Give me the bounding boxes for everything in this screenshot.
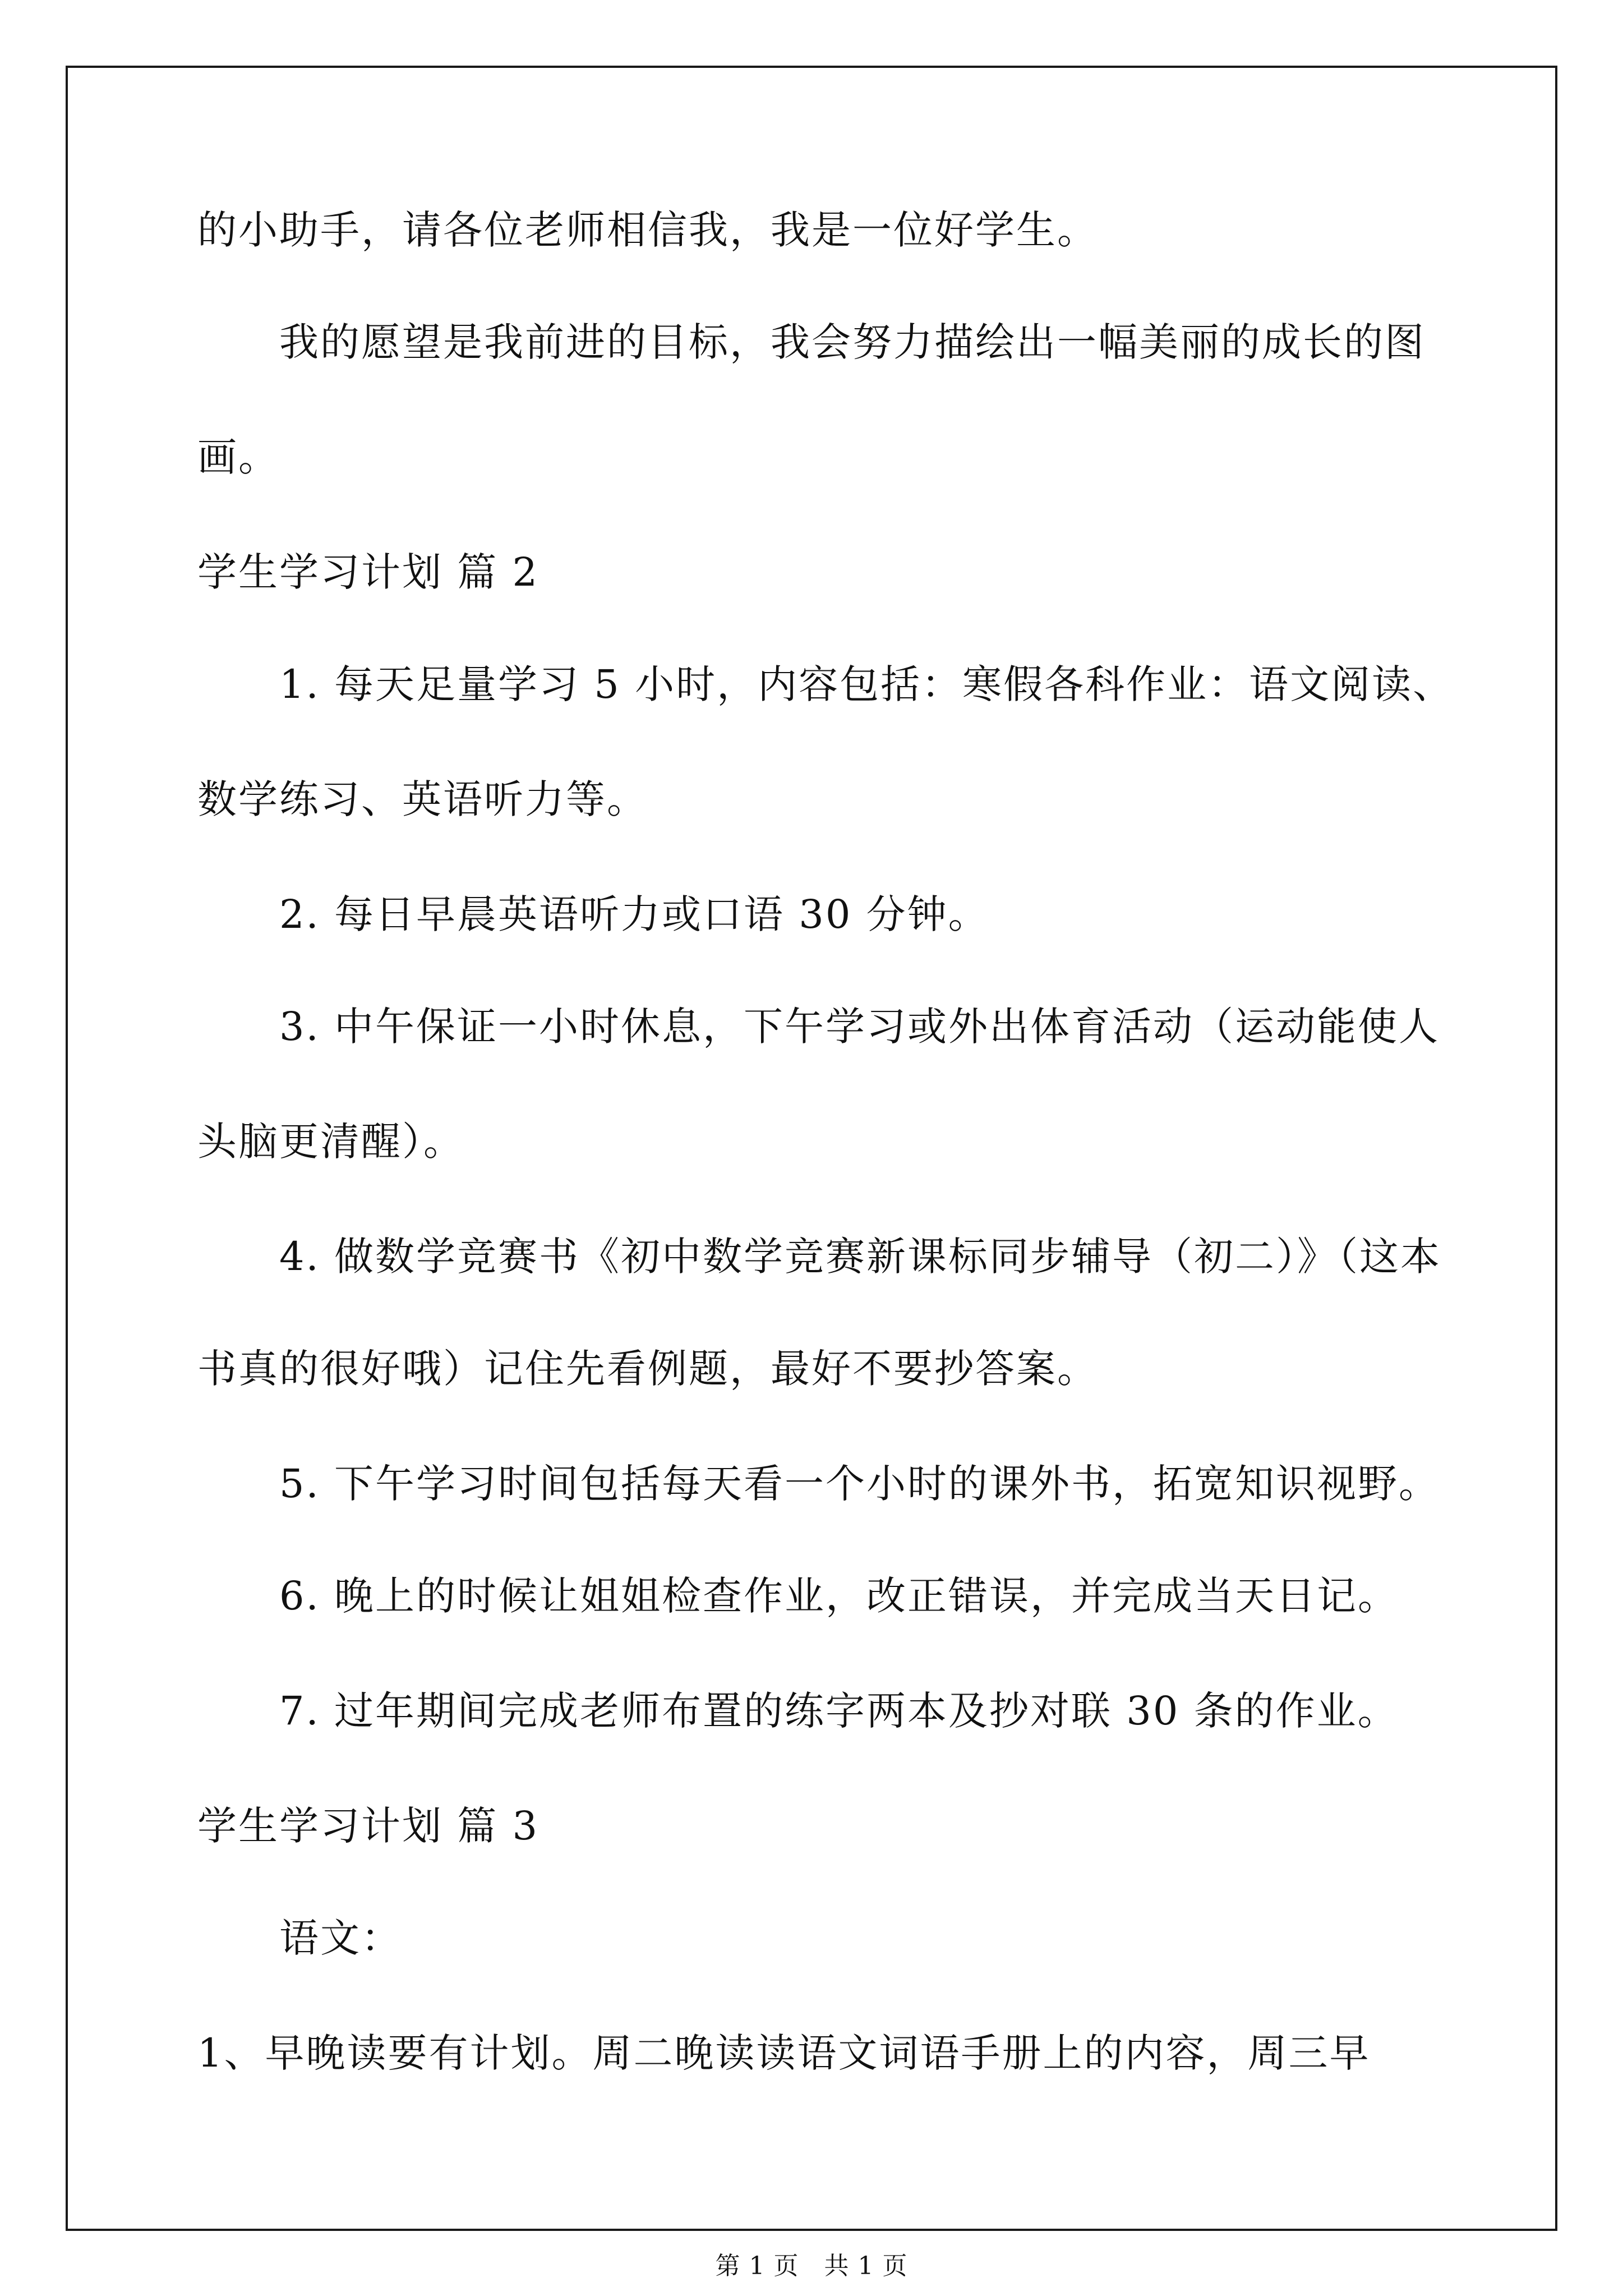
paragraph-line: 我的愿望是我前进的目标，我会努力描绘出一幅美丽的成长的图 (279, 319, 1426, 365)
list-item: 6. 晚上的时候让姐姐检查作业，改正错误，并完成当天日记。 (279, 1573, 1399, 1619)
list-item: 3. 中午保证一小时休息，下午学习或外出体育活动（运动能使人 (279, 1004, 1440, 1050)
list-item: 5. 下午学习时间包括每天看一个小时的课外书，拓宽知识视野。 (279, 1461, 1440, 1507)
page-footer: 第 1 页 共 1 页 (715, 2252, 908, 2280)
body-line: 的小助手，请各位老师相信我，我是一位好学生。 (197, 207, 1098, 253)
list-item: 1. 每天足量学习 5 小时，内容包括：寒假各科作业：语文阅读、 (279, 661, 1454, 707)
list-item-continuation: 书真的很好哦）记住先看例题，最好不要抄答案。 (197, 1346, 1098, 1392)
list-item-continuation: 头脑更清醒）。 (197, 1119, 464, 1165)
section-heading: 学生学习计划 篇 3 (197, 1803, 540, 1849)
list-item: 7. 过年期间完成老师布置的练字两本及抄对联 30 条的作业。 (279, 1688, 1399, 1734)
subsection-label: 语文： (279, 1915, 402, 1961)
list-item: 2. 每日早晨英语听力或口语 30 分钟。 (279, 891, 989, 937)
body-line: 画。 (197, 434, 279, 480)
section-heading: 学生学习计划 篇 2 (197, 549, 540, 595)
list-item: 4. 做数学竞赛书《初中数学竞赛新课标同步辅导（初二）》（这本 (279, 1234, 1442, 1280)
list-item: 1、早晚读要有计划。周二晚读读语文词语手册上的内容，周三早 (197, 2030, 1371, 2076)
list-item-continuation: 数学练习、英语听力等。 (197, 776, 648, 822)
